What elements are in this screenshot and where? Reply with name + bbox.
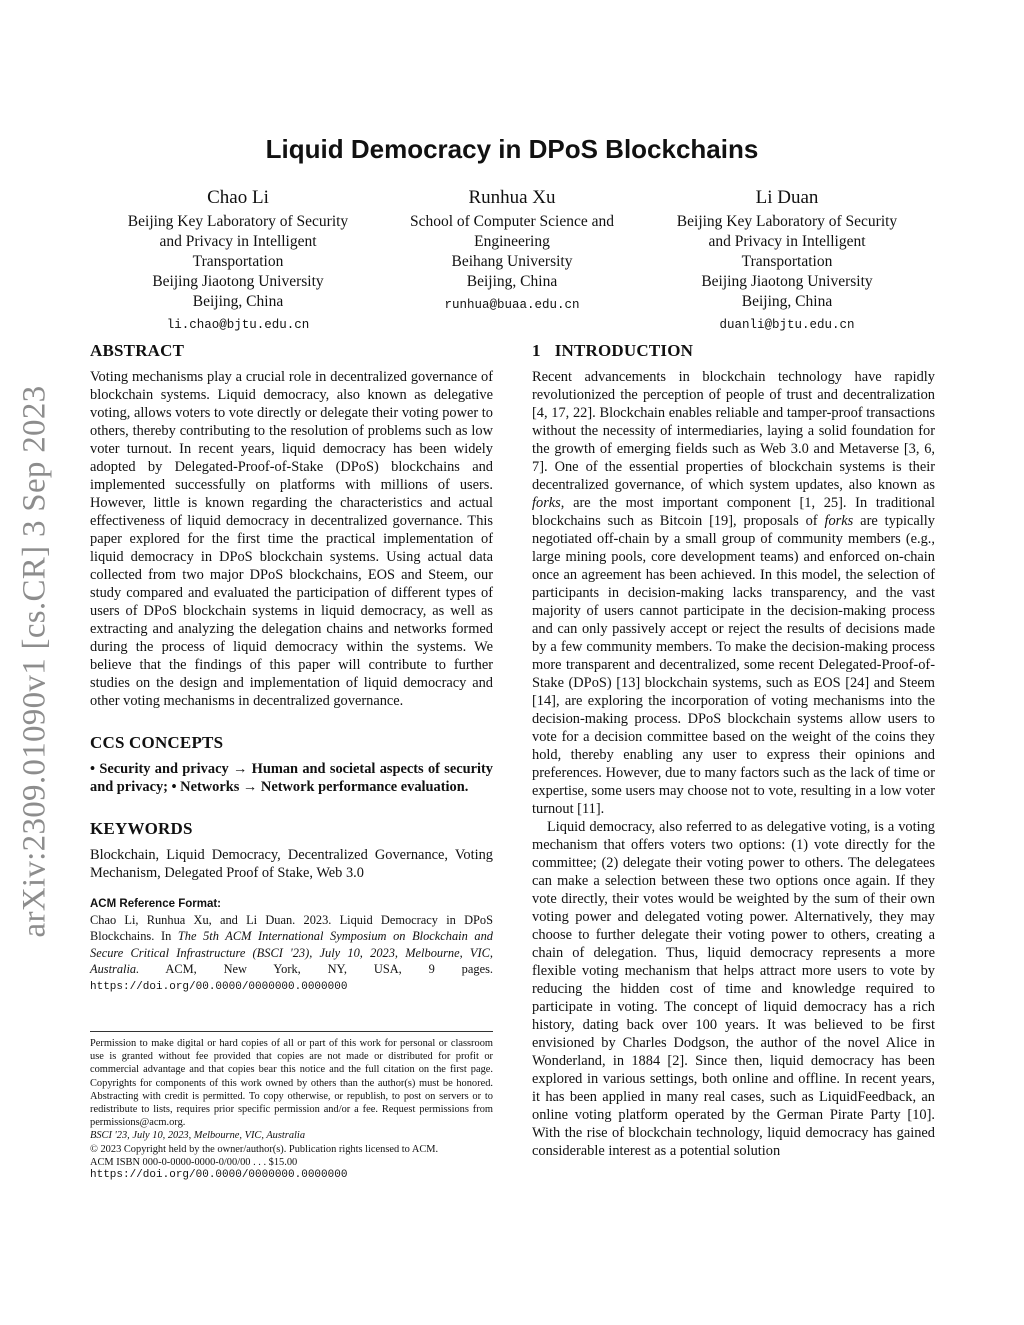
isbn-line: ACM ISBN 000-0-0000-0000-0/00/00 . . . $15.00 <box>90 1156 298 1168</box>
footnote-doi-link[interactable]: https://doi.org/00.0000/0000000.0000000 <box>90 1169 348 1182</box>
keywords-text: Blockchain, Liquid Democracy, Decentralized Governance, Voting Mechanism, Delegated Proof of Stake, Web 3.0 <box>90 847 493 881</box>
author-name: Li Duan <box>755 187 819 208</box>
author-block-1 <box>113 186 363 335</box>
abstract-section <box>90 340 493 710</box>
author-affiliation-line: Beihang University <box>451 253 573 270</box>
author-affiliation-line: Beijing Jiaotong University <box>152 273 324 290</box>
acm-reference-authors-title: Chao Li, Runhua Xu, and Li Duan. 2023. Liquid Democracy in DPoS Blockchains. In <box>90 913 493 944</box>
acm-reference-doi-link[interactable]: https://doi.org/00.0000/0000000.0000000 <box>90 981 348 994</box>
ccs-concepts-section <box>90 732 493 796</box>
permission-text: Permission to make digital or hard copies of all or part of this work for personal or classroom use is granted without fee provided that copies are not made or distributed for profit or commercial advantage and that copies bear this notice and the full citation on the first page. Copyrights for components of this work owned by others than the author(s) must be honored. Abstracting with credit is permitted. To copy otherwise, or republish, to post on servers or to redistribute to lists, requires prior specific permission and/or a fee. Request permissions from permissions@acm.org. <box>90 1038 493 1129</box>
author-block-3 <box>662 186 912 335</box>
introduction-section <box>532 340 935 1160</box>
introduction-paragraph-1 <box>532 368 935 818</box>
author-affiliation-line: School of Computer Science and <box>409 213 615 230</box>
author-email: duanli@bjtu.edu.cn <box>719 318 855 332</box>
ccs-text: • Security and privacy → Human and societal aspects of security and privacy; • Networks → Network performance evaluation. <box>90 761 493 795</box>
author-email: runhua@buaa.edu.cn <box>444 298 580 312</box>
author-affiliation-line: Engineering <box>474 233 550 250</box>
intro-text-run: , are the most important component [1, 25]. In traditional blockchains such as Bitcoin [19], proposals of <box>532 495 935 529</box>
arxiv-identifier-stamp <box>10 364 60 959</box>
acm-reference-text <box>90 912 493 995</box>
footnote-divider <box>90 1031 493 1032</box>
abstract-heading: ABSTRACT <box>90 341 185 360</box>
keywords-section <box>90 818 493 882</box>
intro-text-run: Recent advancements in blockchain technology have rapidly revolutionized the perception of people of trust and decentralization [4, 17, 22]. Blockchain enables reliable and tamper-proof transactions without the necessity of intermediaries, laying a solid foundation for the growth of emerging fields such as Web 3.0 and Metaverse [3, 6, 7]. One of the essential properties of blockchain systems is their decentralized governance, of which system updates, also known as <box>532 369 935 493</box>
author-affiliation-line: Transportation <box>192 253 284 270</box>
intro-text-run: are typically negotiated off-chain by a small group of community members (e.g., large mining pools, core development teams) and enforced on-chain once an agreement has been achieved. In this model, the selection of participants in decision-making lacks transparency, and the vast majority of users cannot participate in the decision-making process and can only passively accept or reject the results of decisions made by a few community members. To make the decision-making process more transparent and decentralized, some recent Delegated-Proof-of-Stake (DPoS) [13] blockchain systems, such as EOS [24] and Steem [14], are exploring the incorporation of voting mechanisms into the decision-making process. DPoS blockchain systems allow users to vote for a decision committee based on the weight of the coins they hold, thereby enabling any user to express their opinions and preferences. However, due to many factors such as the lack of time or expertise, some users may choose not to vote, resulting in a low voter turnout [11]. <box>532 513 935 817</box>
author-email: li.chao@bjtu.edu.cn <box>166 318 310 332</box>
section-title: INTRODUCTION <box>554 341 694 360</box>
intro-emphasis-forks: forks <box>824 513 854 529</box>
author-affiliation-line: Beijing Jiaotong University <box>701 273 873 290</box>
conference-line: BSCI '23, July 10, 2023, Melbourne, VIC, Australia <box>90 1130 306 1142</box>
author-affiliation-line: Beijing, China <box>466 273 558 290</box>
acm-reference-heading: ACM Reference Format: <box>90 898 221 910</box>
paper-title: Liquid Democracy in DPoS Blockchains <box>265 134 759 164</box>
arxiv-id-text: arXiv:2309.01090v1 [cs.CR] 3 Sep 2023 <box>16 385 53 938</box>
author-affiliation-line: and Privacy in Intelligent <box>159 233 317 250</box>
section-number: 1 <box>532 341 541 360</box>
author-affiliation-line: and Privacy in Intelligent <box>708 233 866 250</box>
permission-footnote <box>90 1031 493 1182</box>
author-affiliation-line: Beijing, China <box>192 293 284 310</box>
acm-reference-venue: The 5th ACM International Symposium on Blockchain and Secure Critical Infrastructure (BSCI '23), July 10, 2023, Melbourne, VIC, Australia. <box>90 929 494 976</box>
author-affiliation-line: Beijing Key Laboratory of Security <box>676 213 898 230</box>
acm-reference-publisher: ACM, New York, NY, USA, 9 pages. <box>139 961 493 976</box>
copyright-line: © 2023 Copyright held by the owner/author(s). Publication rights licensed to ACM. <box>90 1143 439 1155</box>
keywords-heading: KEYWORDS <box>90 819 193 838</box>
intro-emphasis-forks: forks <box>532 495 561 511</box>
introduction-paragraph-2: Liquid democracy, also referred to as delegative voting, is a voting mechanism that offers voters two options: (1) vote directly for the committee; (2) delegate their voting power to others. The delegatees can make a selection between these two options once again. If they vote directly, their votes would be weighted by the sum of their own voting power and delegated voting power. Alternatively, they may choose to further delegate their voting power to others, creating a chain of delegation. Thus, liquid democracy represents a more flexible voting mechanism that helps attract more users to vote by reducing the hidden cost of time and knowledge required to participate in voting. The concept of liquid democracy has a rich history, dating back over 100 years. It was believed to be first envisioned by Charles Dodgson, the author of the novel Alice in Wonderland, in 1884 [2]. Since then, liquid democracy has been explored in various settings, both online and offline. In recent years, it has been applied in many real cases, such as LiquidFeedback, an online voting platform operated by the German Pirate Party [10]. With the rise of blockchain technology, liquid democracy has gained considerable interest as a potential solution <box>532 819 935 1159</box>
left-column <box>90 340 493 995</box>
author-block-2 <box>387 186 637 315</box>
abstract-text: Voting mechanisms play a crucial role in decentralized governance of blockchain systems. Liquid democracy, also known as delegative voting, allows voters to vote directly or delegate their voting power to others, thereby contributing to the resolution of problems such as low voter turnout. In recent years, liquid democracy has been widely adopted by Delegated-Proof-of-Stake (DPoS) blockchains and implemented successfully on platforms with millions of users. However, little is known regarding the characteristics and actual effectiveness of liquid democracy in decentralized governance. This paper explored for the first time the practical implementation of liquid democracy in DPoS blockchain systems. Using actual data collected from two major DPoS blockchains, EOS and Steem, our study compared and evaluated the participation of different types of users of DPoS blockchain systems in liquid democracy, as well as extracting and analyzing the delegation chains and networks formed during the process of liquid democracy within the systems. We believe that the findings of this paper will contribute to further studies on the design and implementation of liquid democracy and other voting mechanisms in decentralized governance. <box>90 369 493 709</box>
author-affiliation-line: Beijing Key Laboratory of Security <box>127 213 349 230</box>
author-affiliation-line: Transportation <box>741 253 833 270</box>
right-column <box>532 340 935 1160</box>
author-name: Chao Li <box>207 187 269 208</box>
acm-reference-section <box>90 898 493 995</box>
author-name: Runhua Xu <box>468 187 556 208</box>
author-affiliation-line: Beijing, China <box>741 293 833 310</box>
introduction-heading <box>532 340 935 362</box>
ccs-heading: CCS CONCEPTS <box>90 733 224 752</box>
